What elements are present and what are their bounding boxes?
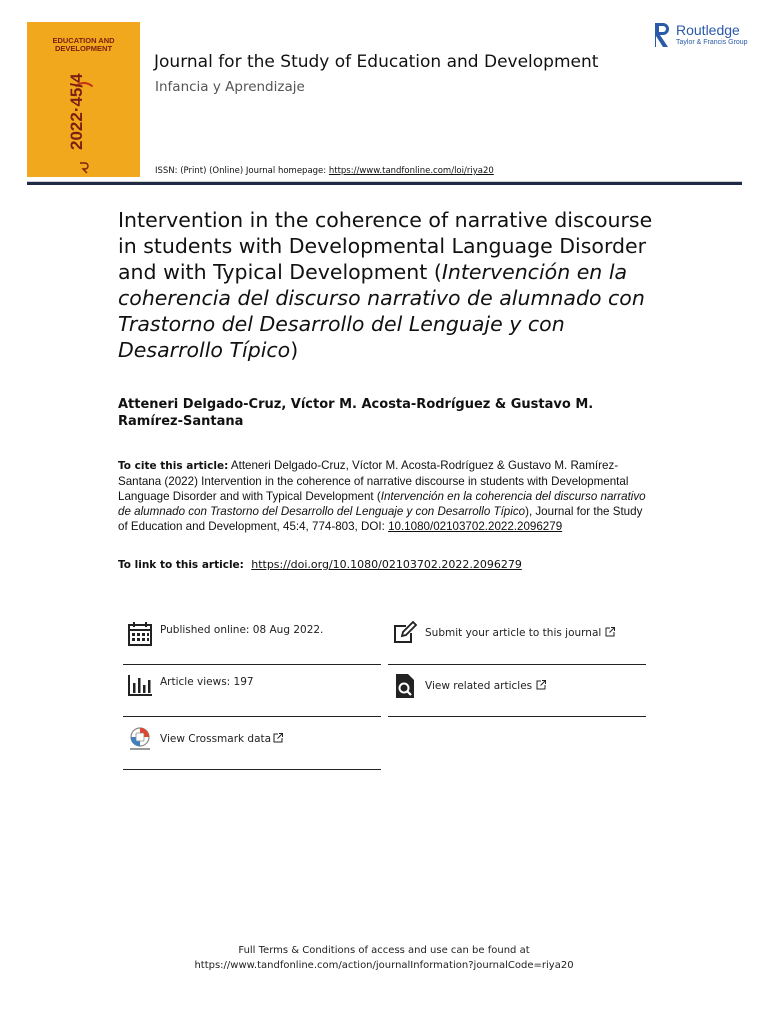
external-link-icon [605,627,615,637]
related-articles-cell[interactable] [388,665,646,717]
terms-footer-line1: Full Terms & Conditions of access and use can be found at [238,945,530,956]
article-doi-link[interactable]: https://doi.org/10.1080/02103702.2022.2096279 [251,558,522,571]
journal-cover [27,22,140,177]
terms-footer [0,943,768,973]
article-title-en: Intervention in the coherence of narrative discourse in students with Developmental Language Disorder and with Typical Development [118,208,653,284]
external-link-icon [273,733,283,743]
calendar-icon [127,621,153,647]
cover-publisher-logo-icon [72,162,96,175]
crossmark-icon [127,726,153,752]
publisher-tagline: Taylor & Francis Group [676,39,748,46]
cite-text-italic: Intervención en la coherencia del discurso narrativo de alumnado con Trastorno del Desarrollo del Lenguaje y con Desarrollo Típico [118,490,646,518]
cite-doi-link[interactable]: 10.1080/02103702.2022.2096279 [388,520,563,533]
issn-text: ISSN: (Print) (Online) Journal homepage: [155,166,329,176]
citation-block [118,458,648,534]
article-views-cell [123,665,381,717]
cover-title [27,37,140,53]
routledge-logo-icon [652,21,672,49]
bar-chart-icon [127,673,153,699]
article-title-open-paren: ( [427,260,442,284]
cover-issue: 2022·45/4 [67,73,86,150]
submit-article-text: Submit your article to this journal [425,627,602,639]
article-title-es: Intervención en la coherencia del discurso narrativo de alumnado con Trastorno del Desarrollo del Lenguaje y con Desarrollo Típico [118,260,645,362]
submit-article-link[interactable] [425,627,615,639]
journal-homepage-link[interactable]: https://www.tandfonline.com/loi/riya20 [328,166,494,176]
cite-text-part2: ), Journal for the Study of Education and Development, 45:4, 774-803, DOI: [118,505,643,533]
cover-title-line1: EDUCATION AND [52,36,115,45]
journal-title[interactable]: Journal for the Study of Education and Development [154,52,599,72]
cite-label: To cite this article: [118,460,229,472]
published-online-cell [123,613,381,665]
cover-title-line2: DEVELOPMENT [54,44,113,53]
terms-footer-link[interactable]: https://www.tandfonline.com/action/journalInformation?journalCode=riya20 [194,960,574,971]
journal-subtitle: Infancia y Aprendizaje [155,79,305,95]
article-title [118,207,658,363]
article-title-close-paren: ) [290,338,299,362]
submit-article-cell[interactable] [388,613,646,665]
related-articles-link[interactable] [425,680,546,692]
link-label: To link to this article: [118,559,244,571]
issn-line [155,166,494,176]
published-online-text: Published online: 08 Aug 2022. [160,624,324,636]
related-articles-search-icon [392,673,418,699]
publisher-name: Routledge [676,22,740,38]
article-views-text: Article views: 197 [160,676,254,688]
article-link-row [118,558,678,571]
related-articles-text: View related articles [425,680,533,692]
cite-text-part1: Atteneri Delgado-Cruz, Víctor M. Acosta-Rodríguez & Gustavo M. Ramírez-Santana (2022) Intervention in the coherence of narrative discourse in students with Developmental Language Disorder and with Typical Development ( [118,459,629,503]
crossmark-text: View Crossmark data [160,733,272,745]
header-divider-thick [27,182,742,185]
edit-icon [392,621,418,647]
crossmark-link[interactable] [160,733,283,745]
article-authors: Atteneri Delgado-Cruz, Víctor M. Acosta-Rodríguez & Gustavo M. Ramírez-Santana [118,397,594,429]
external-link-icon [536,680,546,690]
crossmark-cell[interactable] [123,718,381,770]
